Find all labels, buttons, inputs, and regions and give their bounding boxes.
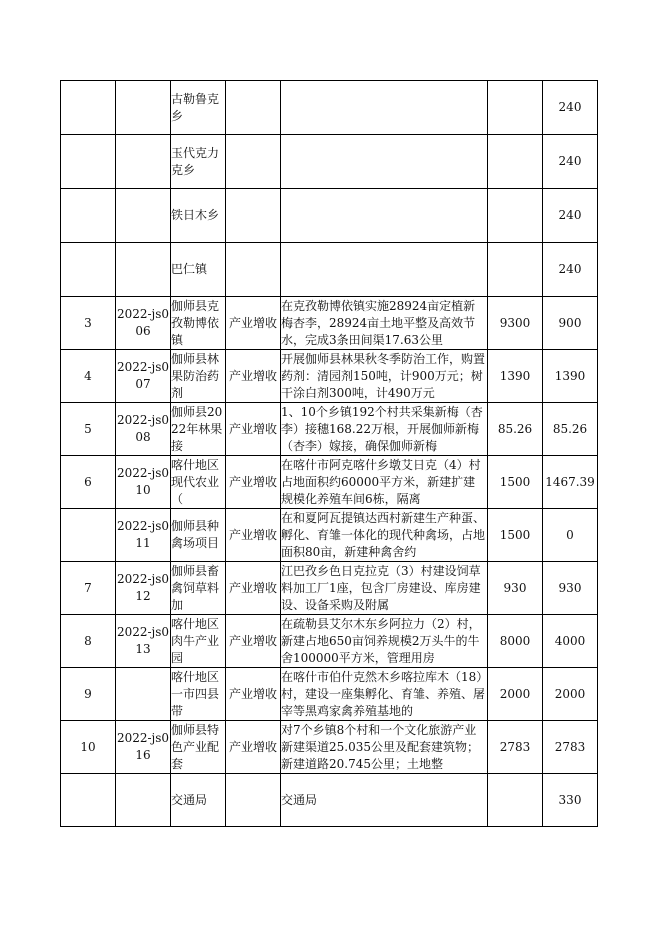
project-table (60, 80, 598, 827)
cell-amount: 240 (543, 189, 598, 243)
cell-index: 9 (61, 668, 116, 721)
cell-total: 2783 (488, 721, 543, 774)
cell-name: 玉代克力克乡 (171, 135, 226, 189)
table-row (61, 721, 598, 774)
cell-amount: 85.26 (543, 403, 598, 456)
cell-desc: 江巴孜乡色日克拉克（3）村建设饲草料加工厂1座，包含厂房建设、库房建设、设备采购及附属 (281, 562, 488, 615)
cell-type (226, 243, 281, 297)
cell-amount: 1467.39 (543, 456, 598, 509)
cell-total: 2000 (488, 668, 543, 721)
cell-type (226, 189, 281, 243)
cell-amount: 240 (543, 81, 598, 135)
cell-index: 7 (61, 562, 116, 615)
table-row (61, 774, 598, 827)
cell-total (488, 81, 543, 135)
cell-index: 8 (61, 615, 116, 668)
cell-amount: 4000 (543, 615, 598, 668)
table-row (61, 189, 598, 243)
cell-name: 伽师县2022年林果接 (171, 403, 226, 456)
cell-desc: 在克孜勒博依镇实施28924亩定植新梅杏李，28924亩土地平整及高效节水，完成3条田间渠17.63公里 (281, 297, 488, 350)
cell-code (116, 668, 171, 721)
cell-index (61, 243, 116, 297)
cell-total: 1500 (488, 509, 543, 562)
cell-name: 喀什地区肉牛产业园 (171, 615, 226, 668)
cell-total: 8000 (488, 615, 543, 668)
cell-index: 4 (61, 350, 116, 403)
cell-type: 产业增收 (226, 403, 281, 456)
table-row (61, 509, 598, 562)
cell-desc (281, 81, 488, 135)
cell-type: 产业增收 (226, 668, 281, 721)
cell-name: 伽师县特色产业配套 (171, 721, 226, 774)
cell-total: 85.26 (488, 403, 543, 456)
cell-amount: 2783 (543, 721, 598, 774)
cell-desc: 1、10个乡镇192个村共采集新梅（杏李）接穗168.22万根，开展伽师新梅（杏李）嫁接，确保伽师新梅 (281, 403, 488, 456)
cell-total (488, 243, 543, 297)
table-row (61, 135, 598, 189)
cell-amount: 330 (543, 774, 598, 827)
cell-type: 产业增收 (226, 721, 281, 774)
cell-type (226, 81, 281, 135)
cell-total: 930 (488, 562, 543, 615)
cell-code (116, 774, 171, 827)
cell-type (226, 135, 281, 189)
cell-amount: 0 (543, 509, 598, 562)
cell-type: 产业增收 (226, 456, 281, 509)
cell-code (116, 189, 171, 243)
table-row (61, 350, 598, 403)
cell-total: 9300 (488, 297, 543, 350)
cell-code: 2022-js013 (116, 615, 171, 668)
table-row (61, 562, 598, 615)
cell-index (61, 135, 116, 189)
cell-type: 产业增收 (226, 350, 281, 403)
cell-name: 伽师县克孜勒博依镇 (171, 297, 226, 350)
cell-code (116, 243, 171, 297)
cell-code: 2022-js012 (116, 562, 171, 615)
cell-amount: 240 (543, 243, 598, 297)
cell-code: 2022-js016 (116, 721, 171, 774)
cell-type: 产业增收 (226, 509, 281, 562)
cell-type (226, 774, 281, 827)
cell-desc: 交通局 (281, 774, 488, 827)
table-row (61, 456, 598, 509)
cell-code: 2022-js007 (116, 350, 171, 403)
cell-code: 2022-js006 (116, 297, 171, 350)
cell-total (488, 774, 543, 827)
cell-total (488, 189, 543, 243)
cell-code (116, 81, 171, 135)
table-row (61, 243, 598, 297)
cell-total (488, 135, 543, 189)
cell-desc (281, 189, 488, 243)
table-row (61, 403, 598, 456)
table-row (61, 81, 598, 135)
table-row (61, 615, 598, 668)
cell-desc (281, 243, 488, 297)
cell-desc (281, 135, 488, 189)
cell-type: 产业增收 (226, 562, 281, 615)
cell-desc: 开展伽师县林果秋冬季防治工作，购置药剂：清园剂150吨，计900万元；树干涂白剂300吨，计490万元 (281, 350, 488, 403)
cell-type: 产业增收 (226, 615, 281, 668)
cell-index (61, 509, 116, 562)
cell-index (61, 81, 116, 135)
table-row (61, 668, 598, 721)
cell-name: 铁日木乡 (171, 189, 226, 243)
cell-code: 2022-js011 (116, 509, 171, 562)
cell-name: 古勒鲁克乡 (171, 81, 226, 135)
cell-total: 1500 (488, 456, 543, 509)
cell-desc: 在喀什市伯什克然木乡喀拉库木（18）村，建设一座集孵化、育雏、养殖、屠宰等黑鸡家禽养殖基地的 (281, 668, 488, 721)
cell-name: 喀什地区现代农业（ (171, 456, 226, 509)
cell-name: 巴仁镇 (171, 243, 226, 297)
cell-name: 喀什地区一市四县带 (171, 668, 226, 721)
table-row (61, 297, 598, 350)
cell-index (61, 774, 116, 827)
cell-name: 伽师县畜禽饲草料加 (171, 562, 226, 615)
cell-name: 伽师县林果防治药剂 (171, 350, 226, 403)
cell-index: 6 (61, 456, 116, 509)
cell-desc: 对7个乡镇8个村和一个文化旅游产业新建渠道25.035公里及配套建筑物；新建道路20.745公里；土地整 (281, 721, 488, 774)
cell-index: 5 (61, 403, 116, 456)
cell-desc: 在喀什市阿克喀什乡墩艾日克（4）村占地面积约60000平方米，新建扩建规模化养殖车间6栋，隔离 (281, 456, 488, 509)
table-body (61, 81, 598, 827)
cell-desc: 在疏勒县艾尔木东乡阿拉力（2）村，新建占地650亩饲养规模2万头牛的牛舍100000平方米，管理用房 (281, 615, 488, 668)
cell-index: 3 (61, 297, 116, 350)
cell-amount: 900 (543, 297, 598, 350)
cell-type: 产业增收 (226, 297, 281, 350)
cell-amount: 1390 (543, 350, 598, 403)
cell-total: 1390 (488, 350, 543, 403)
cell-code: 2022-js008 (116, 403, 171, 456)
cell-amount: 930 (543, 562, 598, 615)
cell-code (116, 135, 171, 189)
cell-amount: 2000 (543, 668, 598, 721)
cell-desc: 在和夏阿瓦提镇达西村新建生产种蛋、孵化、育雏一体化的现代种禽场，占地面积80亩，新建种禽舍约 (281, 509, 488, 562)
cell-name: 交通局 (171, 774, 226, 827)
cell-code: 2022-js010 (116, 456, 171, 509)
cell-name: 伽师县种禽场项目 (171, 509, 226, 562)
cell-index (61, 189, 116, 243)
cell-index: 10 (61, 721, 116, 774)
cell-amount: 240 (543, 135, 598, 189)
